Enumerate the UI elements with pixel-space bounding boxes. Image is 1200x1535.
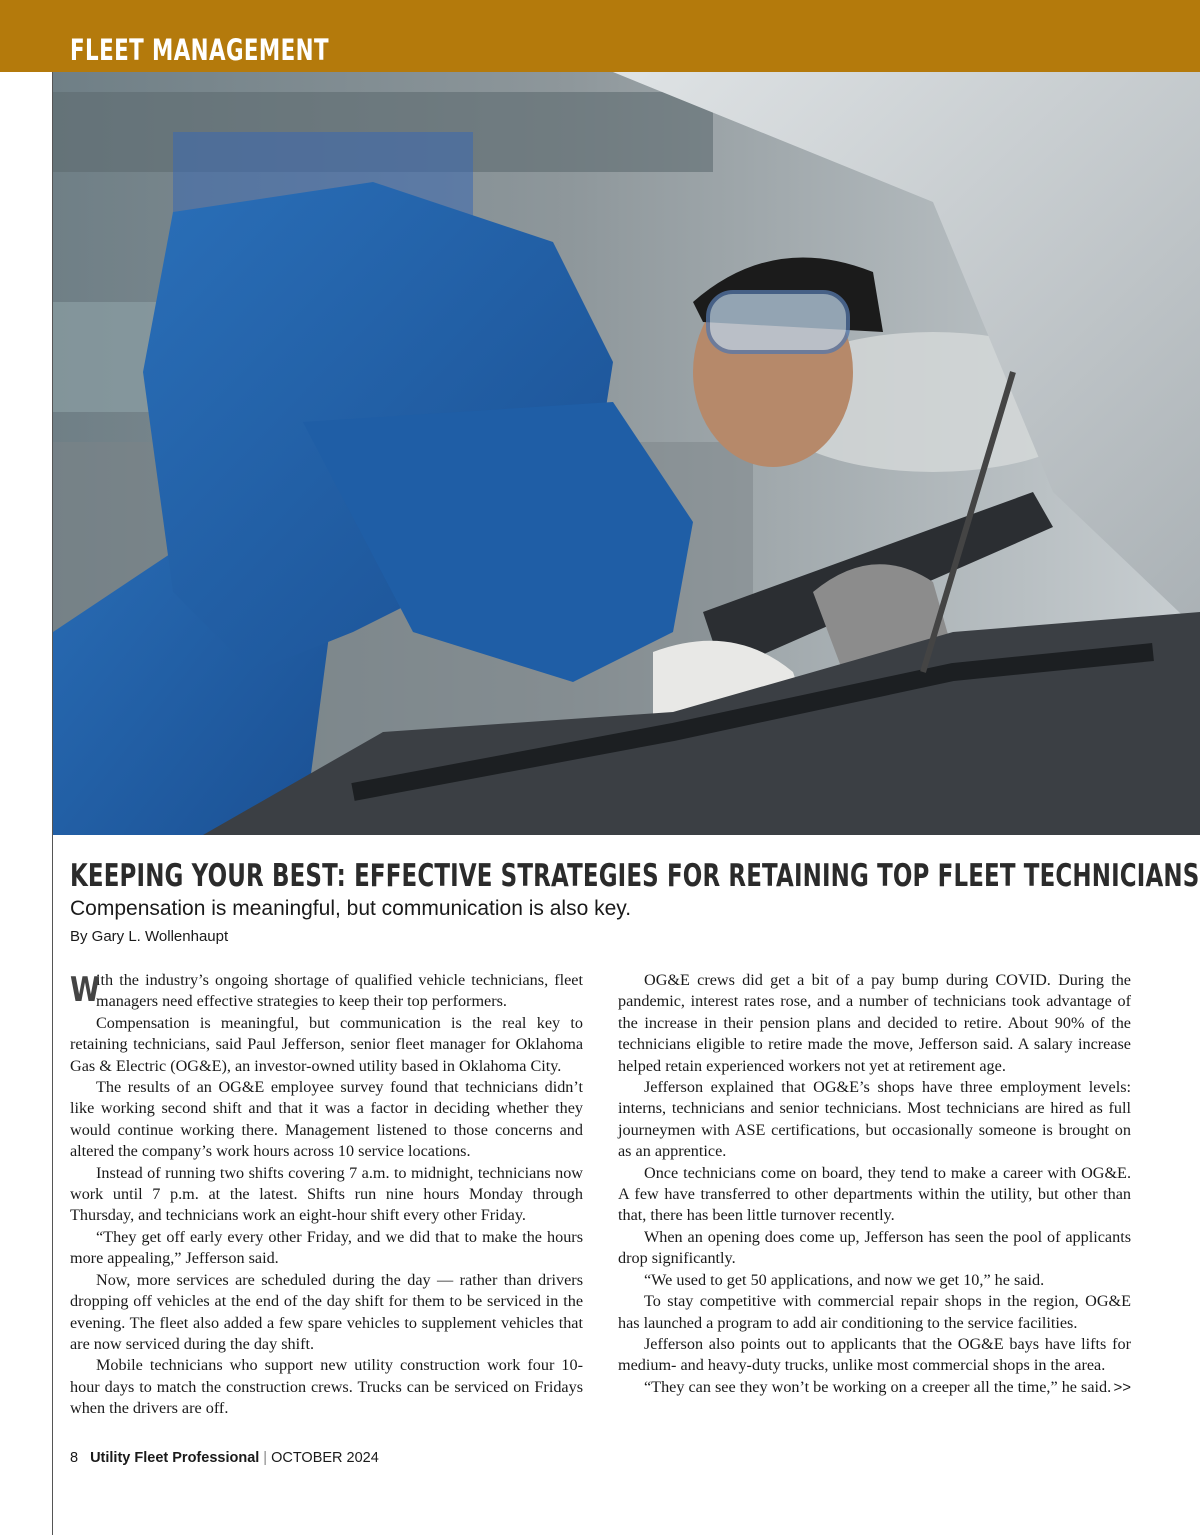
article-column-left: [70, 970, 583, 1420]
article-deck: Compensation is meaningful, but communication is also key.: [70, 897, 632, 920]
paragraph: “They can see they won’t be working on a creeper all the time,” he said.: [644, 1377, 1112, 1396]
hero-photo: [53, 72, 1200, 835]
footer-separator: |: [263, 1450, 268, 1466]
paragraph: Now, more services are scheduled during the day — rather than drivers dropping off vehicles at the end of the day shift for them to be serviced in the evening. The fleet also added a few spare vehicles to supplement vehicles that are now serviced during the day shift.: [70, 1270, 583, 1353]
page-number: 8: [70, 1450, 79, 1466]
drop-cap: W: [70, 970, 101, 1010]
paragraph: Jefferson also points out to applicants that the OG&E bays have lifts for medium- and heavy-duty trucks, unlike most commercial shops in the area.: [618, 1334, 1131, 1375]
page-footer: [70, 1450, 379, 1466]
paragraph: Instead of running two shifts covering 7 a.m. to midnight, technicians now work until 7 p.m. at the latest. Shifts run nine hours Monday through Thursday, and technicians work an eight-hour shift every other Friday.: [70, 1163, 583, 1225]
paragraph: Compensation is meaningful, but communication is the real key to retaining technicians, said Paul Jefferson, senior fleet manager for Oklahoma Gas & Electric (OG&E), an investor-owned utility based in Oklahoma City.: [70, 1013, 583, 1075]
paragraph: Mobile technicians who support new utility construction work four 10-hour days to match the construction crews. Trucks can be serviced on Fridays when the drivers are off.: [70, 1356, 583, 1418]
paragraph: Jefferson explained that OG&E’s shops have three employment levels: interns, technicians and senior technicians. Most technicians are hired as full journeymen with ASE certifications, but occasionally someone is brought on as an apprentice.: [618, 1078, 1131, 1161]
publication-name: Utility Fleet Professional: [90, 1450, 260, 1466]
paragraph: W ith the industry’s ongoing shortage of qualified vehicle technicians, fleet managers need effective strategies to keep their top performers.: [70, 970, 583, 1011]
article-column-right: [618, 970, 1131, 1398]
article-byline: By Gary L. Wollenhaupt: [70, 928, 229, 945]
article-headline: KEEPING YOUR BEST: EFFECTIVE STRATEGIES FOR RETAINING TOP FLEET TECHNICIANS: [70, 858, 1200, 894]
paragraph: OG&E crews did get a bit of a pay bump during COVID. During the pandemic, interest rates rose, and a number of technicians took advantage of the increase in their pension plans and decided to retire. About 90% of the technicians eligible to retire made the move, Jefferson said. A salary increase helped retain experienced workers not yet at retirement age.: [618, 971, 1131, 1075]
issue-date: OCTOBER 2024: [271, 1450, 379, 1466]
paragraph: The results of an OG&E employee survey found that technicians didn’t like working second shift and that it was a factor in deciding whether they would continue working there. Management listened to those concerns and altered the company’s work hours across 10 service locations.: [70, 1078, 583, 1161]
continued-marker[interactable]: >>: [1113, 1378, 1131, 1396]
section-label: FLEET MANAGEMENT: [70, 33, 329, 67]
paragraph: “We used to get 50 applications, and now we get 10,” he said.: [644, 1270, 1045, 1289]
paragraph: “They get off early every other Friday, and we did that to make the hours more appealing,” Jefferson said.: [70, 1227, 583, 1268]
paragraph: Once technicians come on board, they tend to make a career with OG&E. A few have transferred to other departments within the utility, but other than that, there has been little turnover recently.: [618, 1163, 1131, 1225]
paragraph: To stay competitive with commercial repair shops in the region, OG&E has launched a program to add air conditioning to the service facilities.: [618, 1292, 1131, 1332]
paragraph: When an opening does come up, Jefferson has seen the pool of applicants drop significantly.: [618, 1227, 1131, 1268]
